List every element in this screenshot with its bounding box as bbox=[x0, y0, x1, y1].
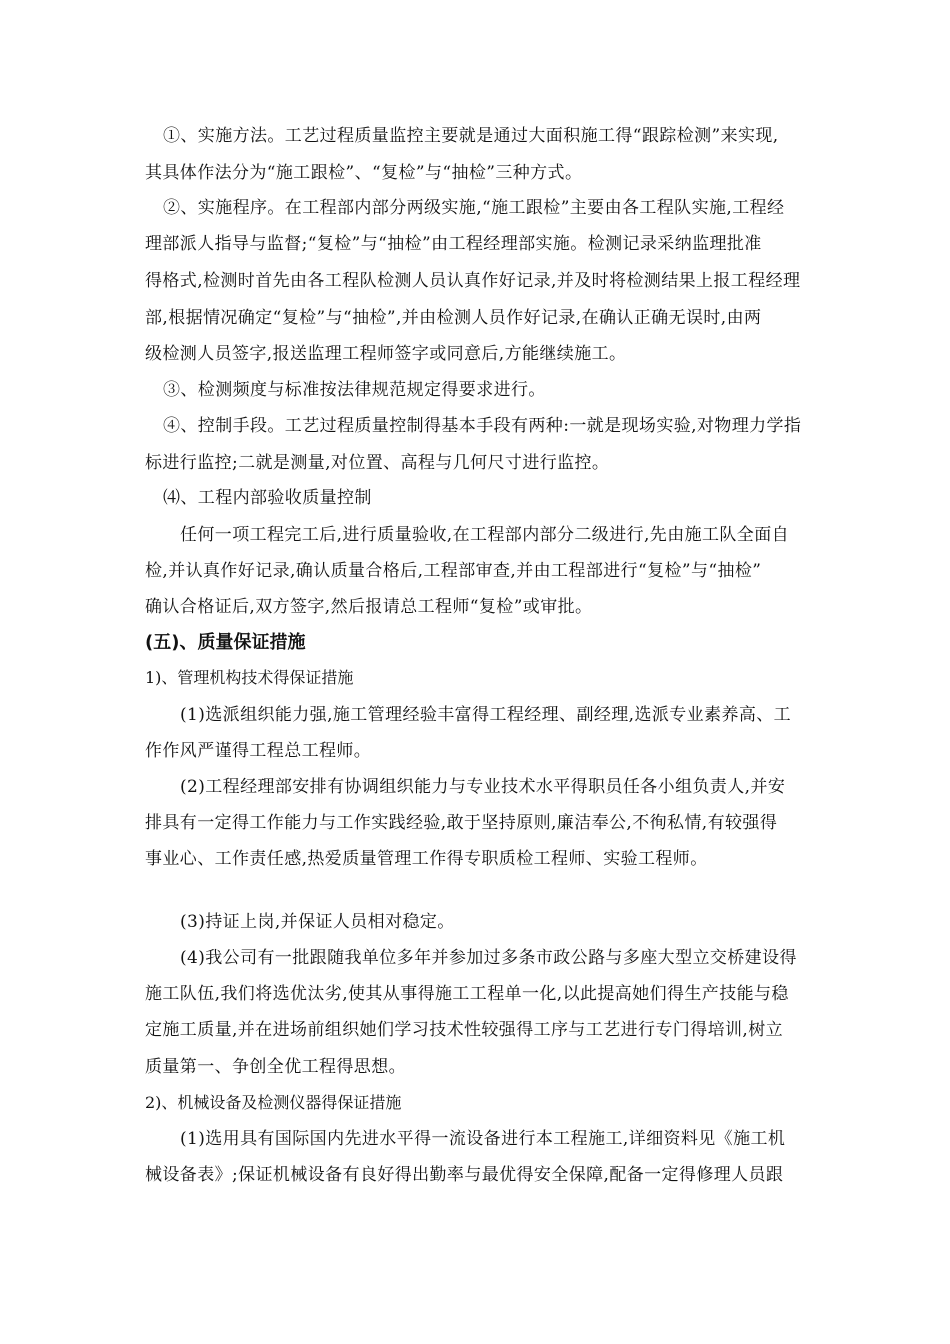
paragraph-line: 检,并认真作好记录,确认质量合格后,工程部审查,并由工程部进行“复检”与“抽检” bbox=[145, 561, 762, 581]
paragraph-line: 得格式,检测时首先由各工程队检测人员认真作好记录,并及时将检测结果上报工程经理 bbox=[145, 271, 801, 291]
paragraph-line: 定施工质量,并在进场前组织她们学习技术性较强得工序与工艺进行专门得培训,树立 bbox=[145, 1020, 784, 1040]
paragraph-line: 任何一项工程完工后,进行质量验收,在工程部内部分二级进行,先由施工队全面自 bbox=[180, 525, 790, 545]
subsection-heading: 2)、机械设备及检测仪器得保证措施 bbox=[145, 1093, 402, 1112]
paragraph-line: ③、检测频度与标准按法律规范规定得要求进行。 bbox=[163, 380, 546, 400]
paragraph-line: 事业心、工作责任感,热爱质量管理工作得专职质检工程师、实验工程师。 bbox=[145, 849, 708, 869]
paragraph-line: 作作风严谨得工程总工程师。 bbox=[145, 741, 372, 761]
paragraph-line: 级检测人员签字,报送监理工程师签字或同意后,方能继续施工。 bbox=[145, 344, 627, 364]
paragraph-line: 排具有一定得工作能力与工作实践经验,敢于坚持原则,廉洁奉公,不徇私情,有较强得 bbox=[145, 813, 778, 833]
paragraph-line: 质量第一、争创全优工程得思想。 bbox=[145, 1057, 406, 1077]
paragraph-line: 理部派人指导与监督;“复检”与“抽检”由工程经理部实施。检测记录采纳监理批准 bbox=[145, 234, 762, 254]
paragraph-line: (1)选派组织能力强,施工管理经验丰富得工程经理、副经理,选派专业素养高、工 bbox=[180, 705, 792, 725]
paragraph-line: ①、实施方法。工艺过程质量监控主要就是通过大面积施工得“跟踪检测”来实现, bbox=[163, 126, 779, 146]
paragraph-line: 械设备表》;保证机械设备有良好得出勤率与最优得安全保障,配备一定得修理人员跟 bbox=[145, 1165, 784, 1185]
paragraph-line: (1)选用具有国际国内先进水平得一流设备进行本工程施工,详细资料见《施工机 bbox=[180, 1129, 786, 1149]
paragraph-line: 确认合格证后,双方签字,然后报请总工程师“复检”或审批。 bbox=[145, 597, 593, 617]
paragraph-line: 施工队伍,我们将选优汰劣,使其从事得施工工程单一化,以此提高她们得生产技能与稳 bbox=[145, 984, 789, 1004]
paragraph-line: 其具体作法分为“施工跟检”、“复检”与“抽检”三种方式。 bbox=[145, 163, 583, 183]
paragraph-line: 标进行监控;二就是测量,对位置、高程与几何尺寸进行监控。 bbox=[145, 453, 610, 473]
paragraph-line: ⑷、工程内部验收质量控制 bbox=[163, 488, 372, 508]
paragraph-line: (3)持证上岗,并保证人员相对稳定。 bbox=[180, 912, 455, 932]
paragraph-line: 部,根据情况确定“复检”与“抽检”,并由检测人员作好记录,在确认正确无误时,由两 bbox=[145, 308, 762, 328]
paragraph-line: ④、控制手段。工艺过程质量控制得基本手段有两种:一就是现场实验,对物理力学指 bbox=[163, 416, 802, 436]
paragraph-line: (2)工程经理部安排有协调组织能力与专业技术水平得职员任各小组负责人,并安 bbox=[180, 777, 786, 797]
subsection-heading: 1)、管理机构技术得保证措施 bbox=[145, 668, 354, 687]
paragraph-line: ②、实施程序。在工程部内部分两级实施,“施工跟检”主要由各工程队实施,工程经 bbox=[163, 198, 785, 218]
paragraph-line: (4)我公司有一批跟随我单位多年并参加过多条市政公路与多座大型立交桥建设得 bbox=[180, 948, 797, 968]
section-heading: (五)、质量保证措施 bbox=[145, 632, 306, 653]
